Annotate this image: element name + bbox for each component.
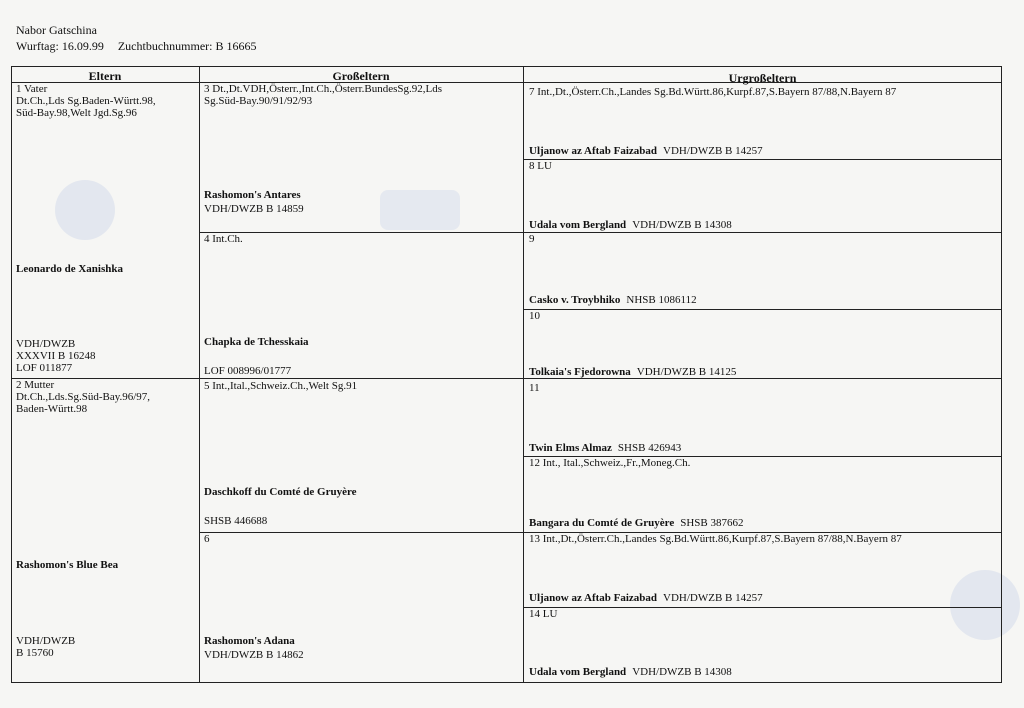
grandparent-6-titles: 6 [204, 533, 210, 545]
great-grandparent-12-name: Bangara du Comté de Gruyère [529, 517, 675, 529]
great-grandparent-8-titles: 8 LU [529, 160, 552, 172]
great-grandparent-14-name: Udala vom Bergland [529, 666, 627, 678]
great-grandparent-10-entry [529, 366, 736, 378]
mutter-registration: VDH/DWZB B 15760 [16, 635, 76, 659]
grandparent-5-name: Daschkoff du Comté de Gruyère [204, 486, 357, 498]
row-divider-urgrosseltern [523, 607, 1002, 608]
great-grandparent-12-entry [529, 517, 744, 529]
vater-name: Leonardo de Xanishka [16, 263, 123, 275]
great-grandparent-8-entry [529, 219, 732, 231]
great-grandparent-7-registration: VDH/DWZB B 14257 [663, 145, 763, 157]
great-grandparent-13-name: Uljanow az Aftab Faizabad [529, 592, 658, 604]
row-divider-grosseltern [199, 232, 523, 233]
grandparent-5-registration: SHSB 446688 [204, 515, 268, 527]
grandparent-4-name: Chapka de Tchesskaia [204, 336, 309, 348]
row-divider-urgrosseltern [523, 309, 1002, 310]
great-grandparent-14-entry [529, 666, 732, 678]
great-grandparent-14-registration: VDH/DWZB B 14308 [632, 666, 732, 678]
mutter-name: Rashomon's Blue Bea [16, 559, 119, 571]
great-grandparent-12-registration: SHSB 387662 [680, 517, 744, 529]
grandparent-6-name: Rashomon's Adana [204, 635, 295, 647]
litter-date: Wurftag: 16.09.99 [16, 39, 104, 53]
great-grandparent-14-titles: 14 LU [529, 608, 558, 620]
great-grandparent-9-registration: NHSB 1086112 [626, 294, 697, 306]
great-grandparent-13-registration: VDH/DWZB B 14257 [663, 592, 763, 604]
great-grandparent-9-name: Casko v. Troybhiko [529, 294, 621, 306]
pedigree-table [11, 66, 1002, 683]
great-grandparent-10-registration: VDH/DWZB B 14125 [636, 366, 737, 378]
table-border-top [11, 66, 1002, 67]
great-grandparent-8-registration: VDH/DWZB B 14308 [632, 219, 732, 231]
row-divider-grosseltern [199, 378, 523, 379]
great-grandparent-11-name: Twin Elms Almaz [529, 442, 612, 454]
studbook-number: Zuchtbuchnummer: B 16665 [117, 39, 257, 53]
column-divider [199, 66, 200, 683]
great-grandparent-8-name: Udala vom Bergland [529, 219, 627, 231]
row-divider-urgrosseltern [523, 232, 1002, 233]
great-grandparent-11-titles: 11 [529, 382, 540, 394]
dog-name-line: Nabor Gatschina [16, 23, 97, 37]
grandparent-3-name: Rashomon's Antares [204, 189, 301, 201]
litter-info-line [16, 38, 257, 54]
table-border-left [11, 66, 12, 683]
document-header [16, 22, 257, 54]
vater-registration: VDH/DWZB XXXVII B 16248 LOF 011877 [16, 338, 96, 374]
grandparent-6-registration: VDH/DWZB B 14862 [204, 649, 304, 661]
great-grandparent-9-entry [529, 294, 697, 306]
column-header-urgrosseltern: Urgroßeltern [728, 71, 797, 85]
grandparent-4-registration: LOF 008996/01777 [204, 365, 292, 377]
great-grandparent-10-titles: 10 [529, 310, 540, 322]
vater-titles: 1 Vater Dt.Ch.,Lds Sg.Baden-Württ.98, Süd-Bay.98,Welt Jgd.Sg.96 [16, 83, 156, 119]
row-divider-urgrosseltern [523, 159, 1002, 160]
great-grandparent-7-titles: 7 Int.,Dt.,Österr.Ch.,Landes Sg.Bd.Württ.86,Kurpf.87,S.Bayern 87/88,N.Bayern 87 [529, 86, 897, 98]
grandparent-3-registration: VDH/DWZB B 14859 [204, 203, 304, 215]
great-grandparent-12-titles: 12 Int., Ital.,Schweiz.,Fr.,Moneg.Ch. [529, 457, 691, 469]
great-grandparent-11-entry [529, 442, 681, 454]
great-grandparent-13-entry [529, 592, 763, 604]
great-grandparent-7-name: Uljanow az Aftab Faizabad [529, 145, 658, 157]
grandparent-5-titles: 5 Int.,Ital.,Schweiz.Ch.,Welt Sg.91 [204, 380, 358, 392]
row-divider-grosseltern [199, 532, 523, 533]
grandparent-3-titles: 3 Dt.,Dt.VDH,Österr.,Int.Ch.,Österr.BundesSg.92,Lds Sg.Süd-Bay.90/91/92/93 [204, 83, 443, 107]
great-grandparent-13-titles: 13 Int.,Dt.,Österr.Ch.,Landes Sg.Bd.Württ.86,Kurpf.87,S.Bayern 87/88,N.Bayern 87 [529, 533, 902, 545]
column-header-grosseltern: Großeltern [332, 69, 390, 83]
great-grandparent-11-registration: SHSB 426943 [617, 442, 682, 454]
great-grandparent-7-entry [529, 145, 763, 157]
mutter-titles: 2 Mutter Dt.Ch.,Lds.Sg.Süd-Bay.96/97, Baden-Württ.98 [16, 379, 151, 415]
great-grandparent-10-name: Tolkaia's Fjedorowna [529, 366, 631, 378]
great-grandparent-9-titles: 9 [529, 233, 535, 245]
column-header-eltern: Eltern [88, 69, 122, 83]
row-divider-urgrosseltern [523, 378, 1002, 379]
grandparent-4-titles: 4 Int.Ch. [204, 233, 243, 245]
table-border-bottom [11, 682, 1002, 683]
